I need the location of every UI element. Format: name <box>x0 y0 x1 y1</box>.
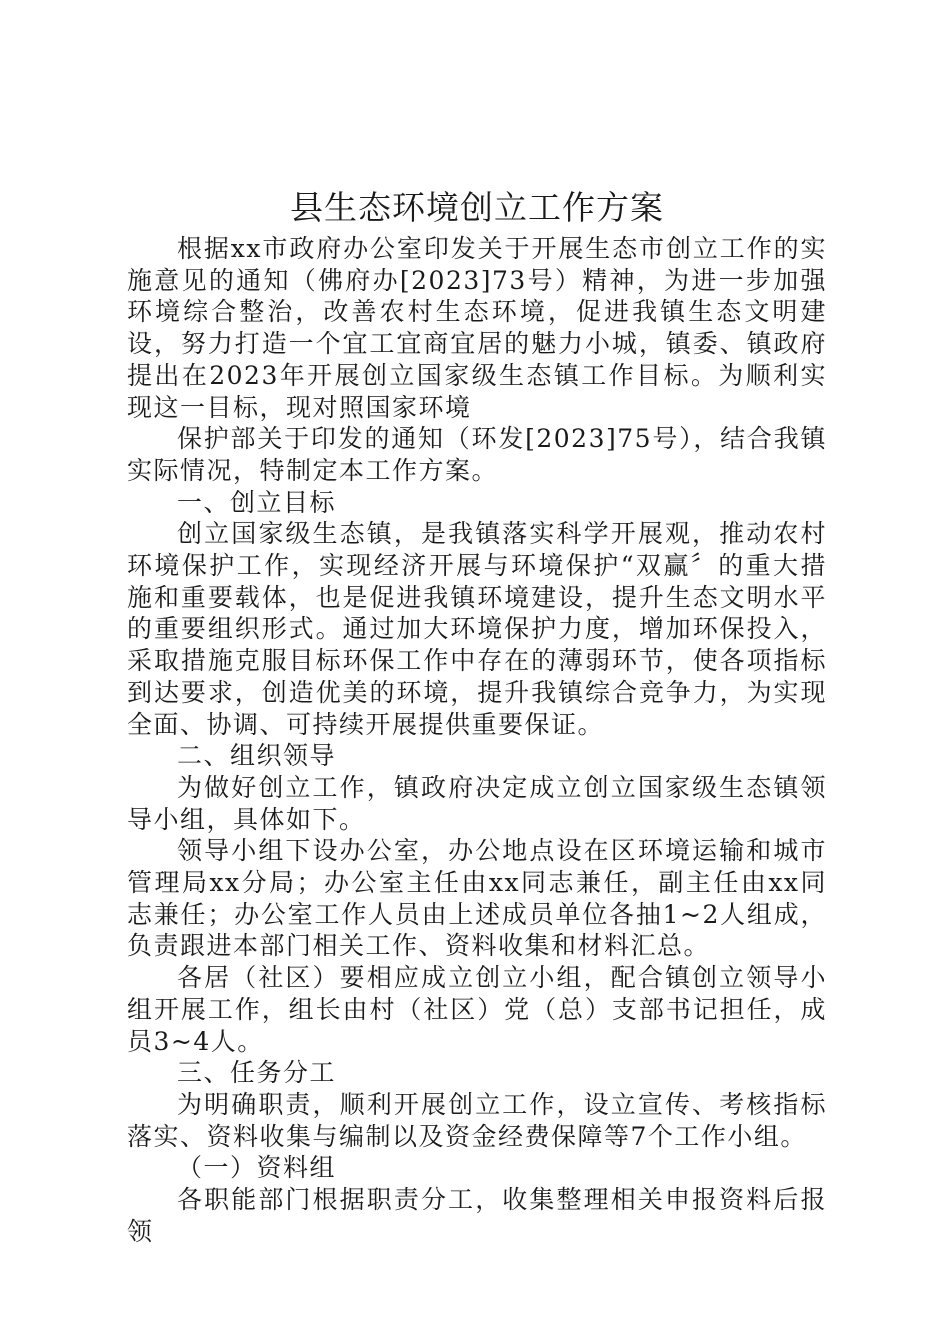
paragraph-community: 各居（社区）要相应成立创立小组，配合镇创立领导小组开展工作，组长由村（社区）党（总）支部书记担任，成员3~4人。 <box>127 963 827 1056</box>
paragraph-intro-continued: 保护部关于印发的通知（环发[2023]75号），结合我镇实际情况，特制定本工作方案。 <box>127 424 827 485</box>
section-heading-tasks: 三、任务分工 <box>177 1058 337 1088</box>
paragraph-goal: 创立国家级生态镇，是我镇落实科学开展观，推动农村环境保护工作，实现经济开展与环境保护“双赢〞的重大措施和重要载体，也是促进我镇环境建设，提升生态文明水平的重要组织形式。通过加大环境保护力度，增加环保投入，采取措施克服目标环保工作中存在的薄弱环节，使各项指标到达要求，创造优美的环境，提升我镇综合竞争力，为实现全面、协调、可持续开展提供重要保证。 <box>127 519 827 739</box>
paragraph-materials: 各职能部门根据职责分工，收集整理相关申报资料后报领 <box>127 1185 827 1246</box>
paragraph-tasks: 为明确职责，顺利开展创立工作，设立宣传、考核指标落实、资料收集与编制以及资金经费保障等7个工作小组。 <box>127 1089 827 1151</box>
paragraph-organization: 为做好创立工作，镇政府决定成立创立国家级生态镇领导小组，具体如下。 <box>127 772 827 834</box>
document-title: 县生态环境创立工作方案 <box>290 188 664 227</box>
section-heading-goal: 一、创立目标 <box>177 487 337 517</box>
paragraph-intro: 根据xx市政府办公室印发关于开展生态市创立工作的实施意见的通知（佛府办[2023]73号）精神，为进一步加强环境综合整治，改善农村生态环境，促进我镇生态文明建设，努力打造一个宜工宜商宜居的魅力小城，镇委、镇政府提出在2023年开展创立国家级生态镇工作目标。为顺利实现这一目标，现对照国家环境 <box>127 234 827 422</box>
document-body <box>127 183 827 1248</box>
subsection-heading-materials: （一）资料组 <box>177 1153 337 1183</box>
paragraph-office: 领导小组下设办公室，办公地点设在区环境运输和城市管理局xx分局；办公室主任由xx同志兼任，副主任由xx同志兼任；办公室工作人员由上述成员单位各抽1~2人组成，负责跟进本部门相关工作、资料收集和材料汇总。 <box>127 836 827 961</box>
section-heading-organization: 二、组织领导 <box>177 741 337 771</box>
